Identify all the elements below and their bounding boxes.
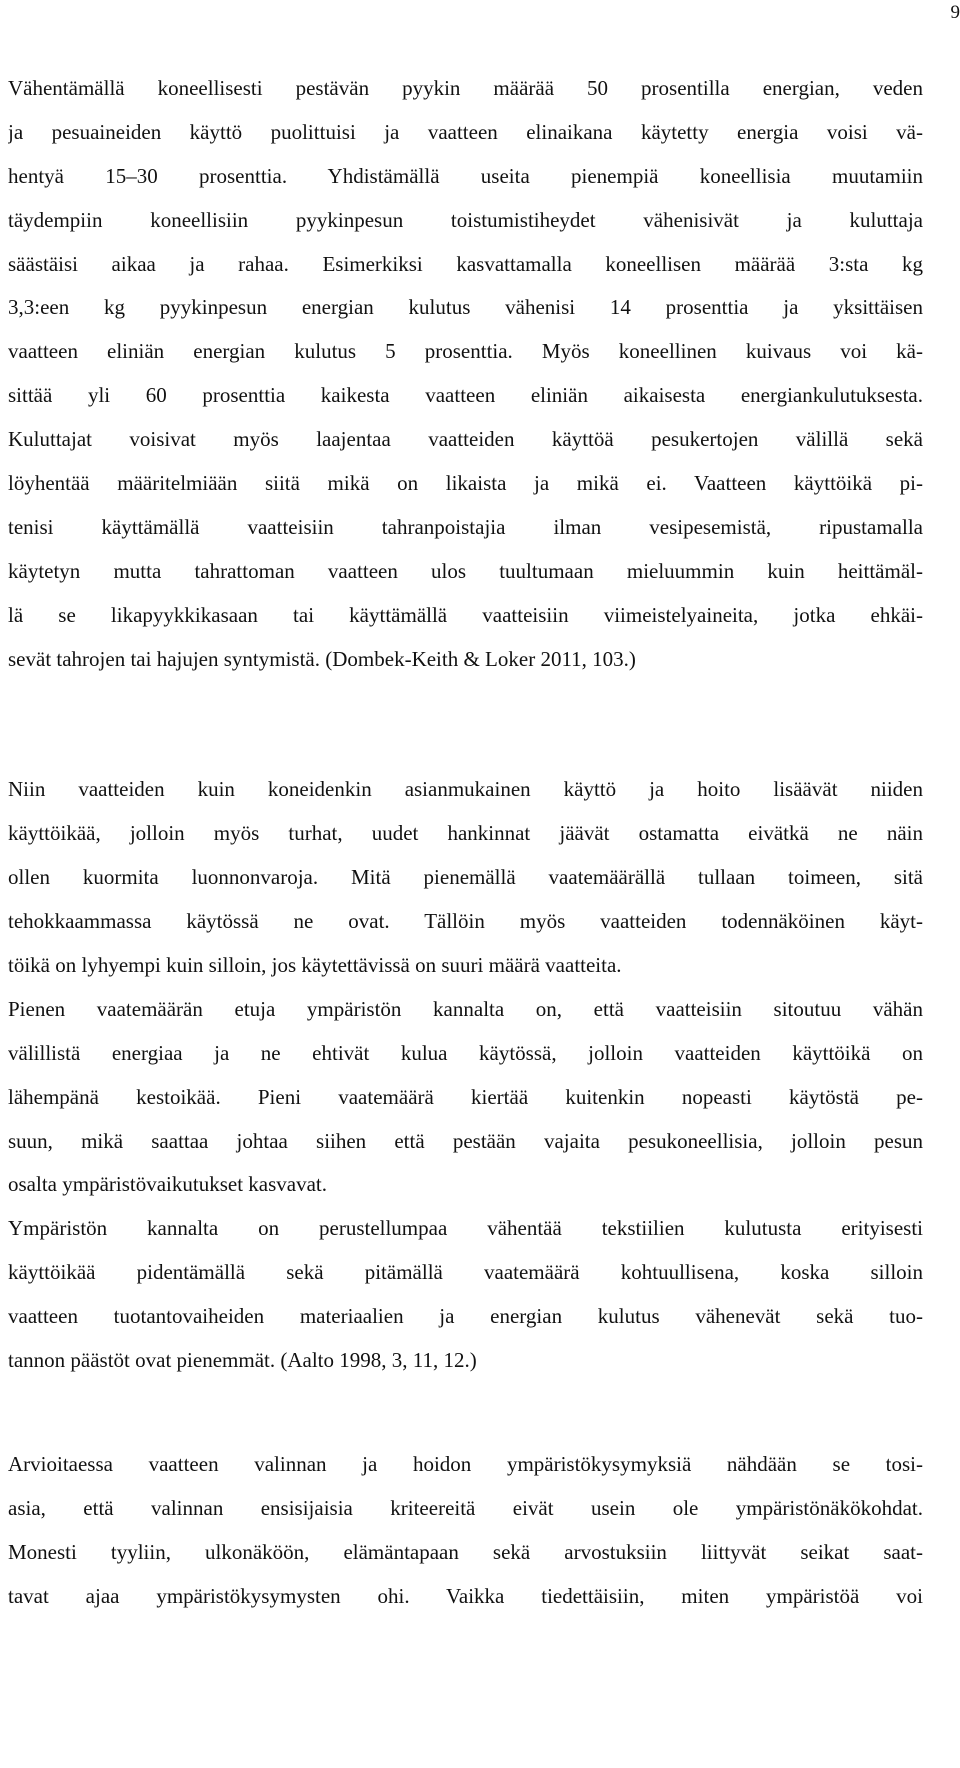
paragraph-wardrobe-size — [8, 771, 923, 1385]
text-line: löyhentää määritelmiään siitä mikä on likaista ja mikä ei. Vaatteen käyttöikä pi- — [8, 471, 923, 496]
text-line: välillistä energiaa ja ne ehtivät kulua käytössä, jolloin vaatteiden käyttöikä on — [8, 1040, 923, 1065]
paragraph-laundry-energy — [8, 70, 923, 684]
text-line: tenisi käyttämällä vaatteisiin tahranpoistajia ilman vesipesemistä, ripustamalla — [8, 514, 923, 539]
text-line: täydempiin koneellisiin pyykinpesun toistumistiheydet vähenisivät ja kuluttaja — [8, 207, 923, 232]
text-line: Vähentämällä koneellisesti pestävän pyykin määrää 50 prosentilla energian, veden — [8, 76, 923, 100]
text-line: Kuluttajat voisivat myös laajentaa vaatteiden käyttöä pesukertojen välillä sekä — [8, 427, 923, 452]
text-line: käyttöikää pidentämällä sekä pitämällä vaatemäärä kohtuullisena, koska silloin — [8, 1260, 923, 1285]
text-line: vaatteen tuotantovaiheiden materiaalien ja energian kulutus vähenevät sekä tuo- — [8, 1304, 923, 1329]
text-line: sevät tahrojen tai hajujen syntymistä. (Dombek-Keith & Loker 2011, 103.) — [8, 646, 636, 671]
text-line: Pienen vaatemäärän etuja ympäristön kannalta on, että vaatteisiin sitoutuu vähän — [8, 996, 923, 1021]
text-line: osalta ympäristövaikutukset kasvavat. — [8, 1172, 328, 1197]
text-line: käytetyn mutta tahrattoman vaatteen ulos tuultumaan mieluummin kuin heittämäl- — [8, 558, 923, 583]
paragraph-spacer — [8, 1386, 923, 1446]
text-line: Ympäristön kannalta on perustellumpaa vähentää tekstiilien kulutusta erityisesti — [8, 1216, 923, 1241]
text-line: Arvioitaessa vaatteen valinnan ja hoidon ympäristökysymyksiä nähdään se tosi- — [8, 1451, 923, 1476]
text-line: säästäisi aikaa ja rahaa. Esimerkiksi kasvattamalla koneellisen määrää 3:sta kg — [8, 251, 923, 276]
text-line: lä se likapyykkikasaan tai käyttämällä vaatteisiin viimeistelyaineita, jotka ehkäi- — [8, 602, 923, 627]
text-line: 3,3:een kg pyykinpesun energian kulutus vähenisi 14 prosenttia ja yksittäisen — [8, 295, 923, 320]
paragraph-selection-criteria — [8, 1446, 923, 1616]
text-line: tavat ajaa ympäristökysymysten ohi. Vaikka tiedettäisiin, miten ympäristöä voi — [8, 1583, 923, 1608]
text-line: töikä on lyhyempi kuin silloin, jos käytettävissä on suuri määrä vaatteita. — [8, 953, 622, 978]
document-body — [8, 70, 923, 1616]
text-line: tannon päästöt ovat pienemmät. (Aalto 1998, 3, 11, 12.) — [8, 1348, 477, 1373]
text-line: käyttöikää, jolloin myös turhat, uudet hankinnat jäävät ostamatta eivätkä ne näin — [8, 821, 923, 846]
text-line: asia, että valinnan ensisijaisia kriteereitä eivät usein ole ympäristönäkökohdat. — [8, 1495, 923, 1520]
text-line: sittää yli 60 prosenttia kaikesta vaatteen eliniän aikaisesta energiankulutuksesta. — [8, 383, 923, 408]
text-line: ja pesuaineiden käyttö puolittuisi ja vaatteen elinaikana käytetty energia voisi vä- — [8, 119, 923, 144]
text-line: Niin vaatteiden kuin koneidenkin asianmukainen käyttö ja hoito lisäävät niiden — [8, 777, 923, 802]
paragraph-spacer — [8, 684, 923, 771]
text-line: vaatteen eliniän energian kulutus 5 prosenttia. Myös koneellinen kuivaus voi kä- — [8, 339, 923, 364]
text-line: Monesti tyyliin, ulkonäköön, elämäntapaan sekä arvostuksiin liittyvät seikat saat- — [8, 1539, 923, 1564]
text-line: lähempänä kestoikää. Pieni vaatemäärä kiertää kuitenkin nopeasti käytöstä pe- — [8, 1084, 923, 1109]
page-number: 9 — [950, 2, 960, 23]
text-line: suun, mikä saattaa johtaa siihen että pestään vajaita pesukoneellisia, jolloin pesun — [8, 1128, 923, 1153]
text-line: ollen kuormita luonnonvaroja. Mitä pienemällä vaatemäärällä tullaan toimeen, sitä — [8, 865, 923, 890]
text-line: hentyä 15–30 prosenttia. Yhdistämällä useita pienempiä koneellisia muutamiin — [8, 163, 923, 188]
text-line: tehokkaammassa käytössä ne ovat. Tällöin myös vaatteiden todennäköinen käyt- — [8, 909, 923, 934]
